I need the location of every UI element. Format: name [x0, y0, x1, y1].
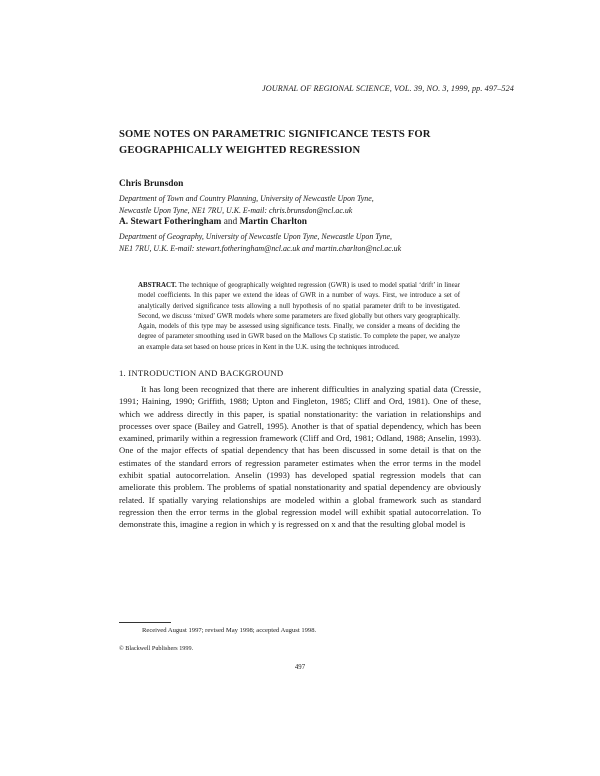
- author-name: A. Stewart Fotheringham: [119, 217, 222, 227]
- received-dates: Received August 1997; revised May 1998; accepted August 1998.: [142, 627, 317, 634]
- footnote-divider: [119, 622, 171, 623]
- author-affiliation: [119, 193, 519, 216]
- abstract-text: The technique of geographically weighted regression (GWR) is used to model spatial ‘drift’ in linear model coefficients. In this paper we extend the ideas of GWR in a number of ways. First, we introduce a set of analytically derived significance tests allowing a null hypothesis of no spatial parameter drift to be investigated. Second, we discuss ‘mixed’ GWR models where some parameters are fixed globally but others vary geographically. Again, models of this type may be assessed using significance tests. Finally, we consider a means of deciding the degree of parameter smoothing used in GWR based on the Mallows Cp statistic. To complete the paper, we analyze an example data set based on house prices in Kent in the U.K. using the techniques introduced.: [138, 282, 460, 351]
- author-name: Martin Charlton: [239, 217, 308, 227]
- author-conjunction: and: [223, 217, 238, 227]
- author-block-2: [119, 216, 519, 254]
- author-block-1: [119, 178, 519, 216]
- body-paragraph: It has long been recognized that there are inherent difficulties in analyzing spatial data (Cressie, 1991; Haining, 1990; Griffith, 1988; Upton and Fingleton, 1985; Cliff and Ord, 1981). One of these, which we address directly in this paper, is spatial nonstationarity: the variation in relationships and processes over space (Bailey and Gatrell, 1995). Another is that of spatial dependency, which has been examined, primarily within a regression framework (Cliff and Ord, 1981; Odland, 1988; Anselin, 1993). One of the major effects of spatial dependency that has been discussed in some detail is that on the estimates of the standard errors of regression parameter estimates when the error terms in the model exhibit spatial autocorrelation. Anselin (1993) has developed spatial regression models that can ameliorate this problem. The problems of spatial nonstationarity and spatial dependency are obviously related. If spatially varying relationships are modeled within a global framework such as standard regression then the error terms in the global regression model will exhibit spatial autocorrelation. To demonstrate this, imagine a region in which y is regressed on x and that the resulting global model is: [119, 384, 481, 530]
- title-line: SOME NOTES ON PARAMETRIC SIGNIFICANCE TESTS FOR: [119, 129, 431, 140]
- running-head: JOURNAL OF REGIONAL SCIENCE, VOL. 39, NO. 3, 1999, pp. 497–524: [262, 84, 514, 93]
- affiliation-line: Newcastle Upon Tyne, NE1 7RU, U.K. E-mail: chris.brunsdon@ncl.ac.uk: [119, 205, 353, 215]
- affiliation-line: Department of Town and Country Planning, University of Newcastle Upon Tyne,: [119, 194, 374, 203]
- abstract: [138, 281, 460, 353]
- author-names: [119, 216, 519, 229]
- affiliation-line: NE1 7RU, U.K. E-mail: stewart.fotheringham@ncl.ac.uk and martin.charlton@ncl.ac.uk: [119, 243, 402, 253]
- author-name: Chris Brunsdon: [119, 179, 184, 189]
- abstract-label: ABSTRACT.: [138, 282, 177, 289]
- copyright-notice: © Blackwell Publishers 1999.: [119, 645, 194, 652]
- affiliation-line: Department of Geography, University of Newcastle Upon Tyne, Newcastle Upon Tyne,: [119, 232, 392, 241]
- section-heading: 1. INTRODUCTION AND BACKGROUND: [119, 368, 284, 378]
- page-number: 497: [294, 664, 306, 671]
- article-title: [119, 127, 499, 159]
- author-affiliation: [119, 231, 519, 254]
- title-line: GEOGRAPHICALLY WEIGHTED REGRESSION: [119, 145, 361, 156]
